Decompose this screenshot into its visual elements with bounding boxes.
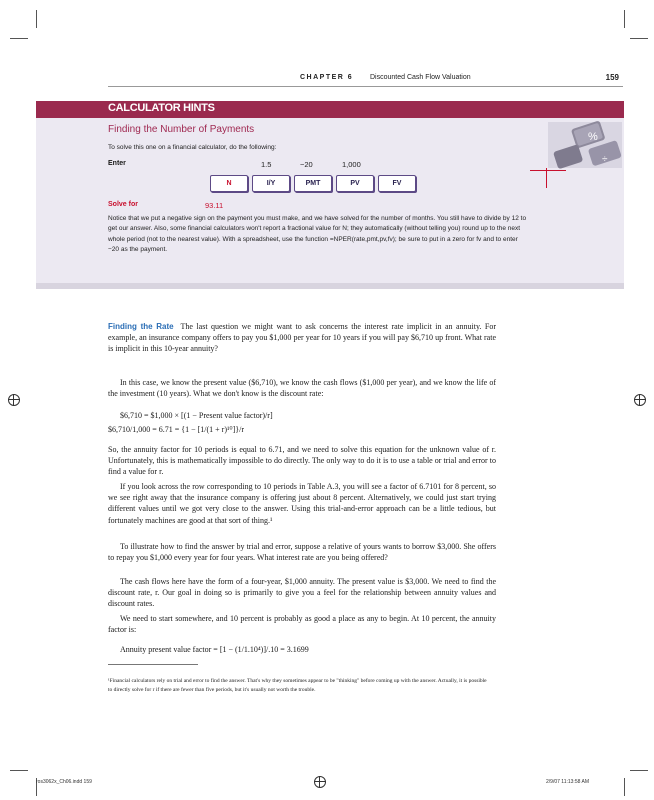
equation: $6,710 = $1,000 × [(1 − Present value factor)/r] <box>120 411 273 420</box>
registration-mark-icon <box>314 776 326 788</box>
key-n: N <box>210 175 248 192</box>
chapter-title: Discounted Cash Flow Valuation <box>370 74 471 81</box>
crop-mark <box>36 10 37 28</box>
percent-symbol: % <box>588 131 598 143</box>
hint-intro: To solve this one on a financial calculator, do the following: <box>108 144 277 151</box>
calculator-key-row <box>210 175 416 192</box>
paragraph: If you look across the row corresponding to 10 periods in Table A.3, you will see a factor of 6.7101 for 8 percent, so we see right away that the insurance company is offering just about 8 percent. Alternatively, we could just start trying different values until we got very close to the answer. Using this trial-and-error approach can be a little tedious, but fortunately machines are good at that sort of thing.¹ <box>108 482 496 525</box>
registration-mark-icon <box>8 394 20 406</box>
header-rule <box>108 86 623 87</box>
crop-mark <box>630 38 648 39</box>
registration-mark-icon <box>634 394 646 406</box>
chapter-label: CHAPTER 6 <box>300 74 354 81</box>
key-iy: I/Y <box>252 175 290 192</box>
run-in-heading: Finding the Rate <box>108 322 174 331</box>
solve-for-value: 93.11 <box>205 201 224 210</box>
file-slug: ros3062x_Ch06.indd 159 <box>36 779 92 785</box>
hint-subtitle: Finding the Number of Payments <box>108 124 255 135</box>
crop-mark <box>10 770 28 771</box>
key-pv: PV <box>336 175 374 192</box>
page-number: 159 <box>605 73 619 82</box>
paragraph: In this case, we know the present value ($6,710), we know the cash flows ($1,000 per year), and we know the life of the investment (10 years). What we don't know is the discount rate: <box>108 378 496 399</box>
paragraph-text: The last question we might want to ask concerns the interest rate implicit in an annuity. For example, an insurance company offers to pay you $1,000 per year for 10 years if you will pay $6,710 up front. What rate is implicit in this 10-year annuity? <box>108 322 497 354</box>
input-iy-value: 1.5 <box>261 160 272 169</box>
key-pmt: PMT <box>294 175 332 192</box>
crop-mark <box>10 38 28 39</box>
crop-mark <box>624 778 625 796</box>
trim-line-red <box>530 170 566 171</box>
footnote: ¹Financial calculators rely on trial and error to find the answer. That's why they sometimes appear to be "thinking" before coming up with the answer. Actually, it is possible to directly solve for r if there are fewer than five periods, but it's usually not worth the trouble. <box>108 678 487 693</box>
footnote-rule <box>108 664 198 665</box>
paragraph: To illustrate how to find the answer by trial and error, suppose a relative of yours wants to borrow $3,000. She offers to repay you $1,000 every year for four years. What interest rate are you being offered? <box>108 542 496 563</box>
trim-line-red <box>546 168 547 188</box>
calculator-hints-shadow <box>36 283 624 289</box>
equation: Annuity present value factor = [1 − (1/1.10⁴)]/.10 = 3.1699 <box>120 645 309 654</box>
solve-for-label: Solve for <box>108 201 138 208</box>
crop-mark <box>624 10 625 28</box>
crop-mark <box>630 770 648 771</box>
equation: $6,710/1,000 = 6.71 = {1 − [1/(1 + r)¹⁰]}/r <box>108 425 244 434</box>
divide-symbol: ÷ <box>602 154 608 165</box>
paragraph: So, the annuity factor for 10 periods is equal to 6.71, and we need to solve this equation for the unknown value of r. Unfortunately, this is mathematically impossible to do directly. The only way to do it is to use a table or trial and error to find a value for r. <box>108 445 496 477</box>
enter-label: Enter <box>108 160 126 167</box>
calculator-keys-icon <box>546 118 624 170</box>
paragraph-finding-rate <box>108 321 496 355</box>
calculator-hints-title: CALCULATOR HINTS <box>108 102 215 114</box>
paragraph: The cash flows here have the form of a four-year, $1,000 annuity. The present value is $3,000. We need to find the discount rate, r. Our goal in doing so is primarily to give you a feel for the relationship between annuity values and discount rates. <box>108 577 496 609</box>
paragraph: We need to start somewhere, and 10 percent is probably as good a place as any to begin. At 10 percent, the annuity factor is: <box>108 614 496 635</box>
input-pv-value: 1,000 <box>342 160 361 169</box>
timestamp-slug: 2/9/07 11:13:58 AM <box>546 779 589 785</box>
key-fv: FV <box>378 175 416 192</box>
running-header <box>108 73 623 87</box>
hint-paragraph: Notice that we put a negative sign on the payment you must make, and we have solved for the number of months. You still have to divide by 12 to get our answer. Also, some financial calculators won't report a fractional value for N; they automatically (without telling you) round up to the next whole period (not to the nearest value). With a spreadsheet, use the function =NPER(rate,pmt,pv,fv); be sure to put in a zero for fv and to enter −20 as the payment. <box>108 215 527 253</box>
input-pmt-value: −20 <box>300 160 313 169</box>
